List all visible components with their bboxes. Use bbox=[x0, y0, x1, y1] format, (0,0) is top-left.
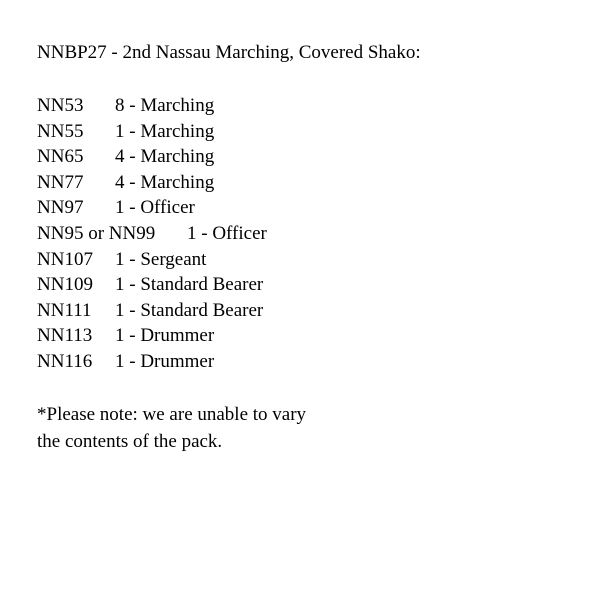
item-code: NN95 or NN99 bbox=[37, 222, 156, 244]
pack-contents-list bbox=[37, 93, 267, 375]
item-code: NN111 bbox=[37, 299, 92, 321]
item-code: NN55 bbox=[37, 120, 84, 142]
item-description: 8 - Marching bbox=[115, 95, 215, 116]
item-description: 4 - Marching bbox=[115, 171, 215, 193]
list-item bbox=[37, 272, 267, 298]
item-description: 4 - Marching bbox=[115, 146, 215, 168]
item-description: 1 - Standard Bearer bbox=[115, 274, 264, 296]
item-description: 1 - Officer bbox=[115, 197, 195, 219]
pack-title: NNBP27 - 2nd Nassau Marching, Covered Shako: bbox=[37, 42, 421, 63]
item-code: NN113 bbox=[37, 325, 93, 347]
note-line: the contents of the pack. bbox=[37, 431, 223, 452]
item-code: NN97 bbox=[37, 197, 84, 219]
list-item bbox=[37, 170, 267, 196]
list-item bbox=[37, 349, 267, 375]
item-description: 1 - Officer bbox=[187, 222, 267, 244]
list-item bbox=[37, 144, 267, 170]
item-code: NN77 bbox=[37, 171, 84, 193]
list-item bbox=[37, 298, 267, 324]
list-item bbox=[37, 323, 267, 349]
list-item bbox=[37, 119, 267, 145]
item-code: NN53 bbox=[37, 95, 84, 116]
note-line: *Please note: we are unable to vary bbox=[37, 404, 307, 425]
list-item bbox=[37, 195, 267, 221]
item-description: 1 - Standard Bearer bbox=[115, 299, 264, 321]
item-description: 1 - Drummer bbox=[115, 350, 215, 372]
pack-note bbox=[37, 401, 306, 455]
list-item bbox=[37, 93, 267, 119]
item-description: 1 - Marching bbox=[115, 120, 215, 142]
list-item bbox=[37, 247, 267, 273]
item-description: 1 - Drummer bbox=[115, 325, 215, 347]
list-item bbox=[37, 221, 267, 247]
item-code: NN116 bbox=[37, 350, 93, 372]
item-code: NN107 bbox=[37, 248, 93, 270]
item-code: NN65 bbox=[37, 146, 84, 168]
item-code: NN109 bbox=[37, 274, 93, 296]
item-description: 1 - Sergeant bbox=[115, 248, 207, 270]
